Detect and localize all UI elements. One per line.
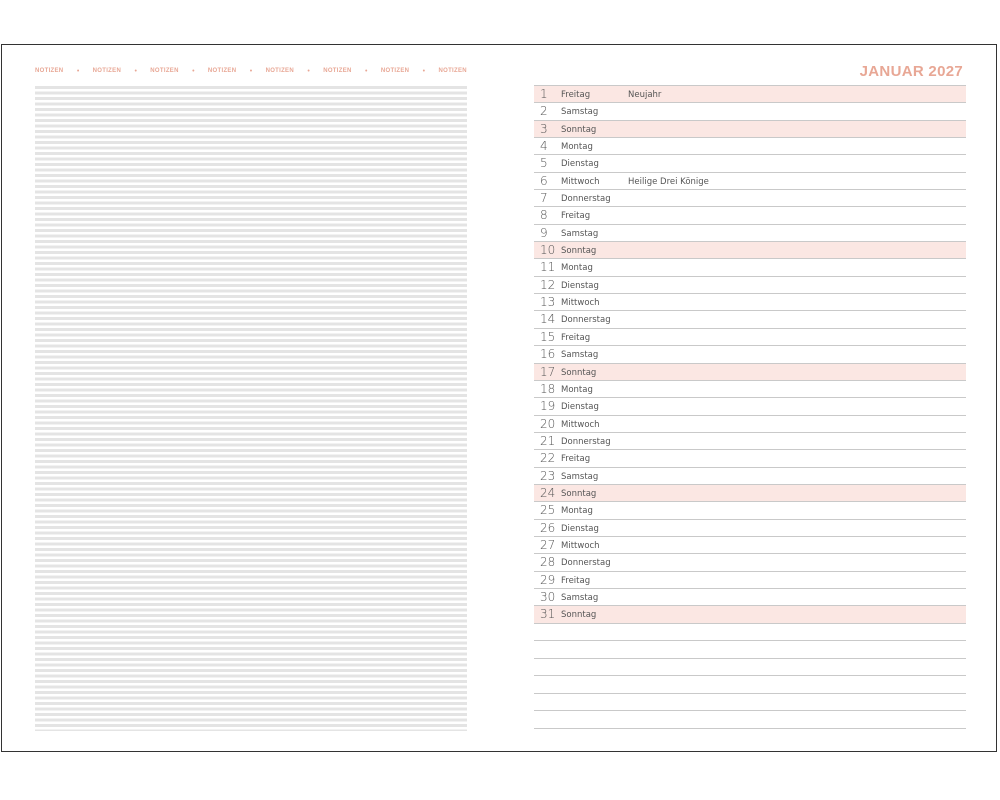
notes-separator-dot: • bbox=[365, 67, 368, 75]
weekday-name: Montag bbox=[561, 384, 593, 395]
day-number: 11 bbox=[540, 260, 556, 275]
day-list bbox=[534, 85, 966, 729]
day-row[interactable] bbox=[534, 225, 966, 242]
day-number: 18 bbox=[540, 381, 556, 396]
day-number: 8 bbox=[540, 208, 548, 223]
day-number: 22 bbox=[540, 451, 556, 466]
blank-ruled-line[interactable] bbox=[534, 659, 966, 677]
weekday-name: Mittwoch bbox=[561, 298, 600, 309]
notes-separator-dot: • bbox=[134, 67, 137, 75]
day-row[interactable] bbox=[534, 364, 966, 381]
blank-ruled-line[interactable] bbox=[534, 711, 966, 729]
day-row[interactable] bbox=[534, 242, 966, 259]
day-number: 26 bbox=[540, 520, 556, 535]
day-number: 2 bbox=[540, 104, 548, 119]
notes-separator-dot: • bbox=[249, 67, 253, 75]
day-row[interactable] bbox=[534, 416, 966, 433]
weekday-name: Samstag bbox=[561, 107, 599, 118]
day-number: 20 bbox=[540, 416, 556, 431]
weekday-name: Freitag bbox=[561, 211, 591, 222]
day-number: 6 bbox=[540, 173, 548, 188]
day-number: 3 bbox=[540, 121, 548, 136]
day-row[interactable] bbox=[534, 572, 966, 589]
notes-label: NOTIZEN bbox=[92, 68, 122, 74]
notes-separator-dot: • bbox=[76, 67, 80, 75]
day-number: 13 bbox=[540, 295, 556, 310]
month-title: JANUAR 2027 bbox=[859, 63, 963, 80]
day-row[interactable] bbox=[534, 606, 966, 623]
day-row[interactable] bbox=[534, 381, 966, 398]
day-row[interactable] bbox=[534, 190, 966, 207]
weekday-name: Sonntag bbox=[561, 610, 597, 621]
notes-label: NOTIZEN bbox=[150, 68, 179, 74]
day-row[interactable] bbox=[534, 450, 966, 467]
day-number: 31 bbox=[540, 607, 556, 622]
day-number: 4 bbox=[540, 139, 548, 154]
weekday-name: Donnerstag bbox=[561, 436, 611, 447]
day-number: 29 bbox=[540, 572, 556, 587]
weekday-name: Dienstag bbox=[561, 280, 599, 291]
day-row[interactable] bbox=[534, 121, 966, 138]
day-row[interactable] bbox=[534, 311, 966, 328]
day-number: 27 bbox=[540, 537, 556, 552]
holiday-label: Heilige Drei Könige bbox=[628, 176, 709, 187]
weekday-name: Sonntag bbox=[561, 367, 597, 378]
weekday-name: Sonntag bbox=[561, 246, 597, 257]
weekday-name: Freitag bbox=[561, 90, 591, 100]
day-row[interactable] bbox=[534, 346, 966, 363]
weekday-name: Freitag bbox=[561, 454, 591, 465]
weekday-name: Samstag bbox=[561, 592, 599, 603]
blank-ruled-line[interactable] bbox=[534, 676, 966, 694]
weekday-name: Donnerstag bbox=[561, 194, 611, 205]
day-row[interactable] bbox=[534, 589, 966, 606]
day-number: 16 bbox=[540, 347, 556, 362]
day-number: 14 bbox=[540, 312, 556, 327]
day-row[interactable] bbox=[534, 520, 966, 537]
day-row[interactable] bbox=[534, 103, 966, 120]
weekday-name: Montag bbox=[561, 263, 593, 274]
notes-label: NOTIZEN bbox=[323, 68, 352, 74]
day-row[interactable] bbox=[534, 294, 966, 311]
notes-label: NOTIZEN bbox=[380, 68, 410, 74]
notes-header bbox=[35, 65, 467, 77]
day-row[interactable] bbox=[534, 554, 966, 571]
weekday-name: Freitag bbox=[561, 575, 591, 586]
blank-ruled-line[interactable] bbox=[534, 624, 966, 642]
day-number: 24 bbox=[540, 485, 556, 500]
day-row[interactable] bbox=[534, 485, 966, 502]
weekday-name: Sonntag bbox=[561, 124, 597, 135]
day-row[interactable] bbox=[534, 398, 966, 415]
day-number: 9 bbox=[540, 225, 548, 240]
notes-label: NOTIZEN bbox=[265, 68, 294, 74]
day-row[interactable] bbox=[534, 433, 966, 450]
notes-label: NOTIZEN bbox=[35, 68, 64, 74]
day-row[interactable] bbox=[534, 138, 966, 155]
notes-lined-area[interactable] bbox=[35, 86, 467, 731]
weekday-name: Mittwoch bbox=[561, 419, 600, 430]
day-row[interactable] bbox=[534, 207, 966, 224]
notes-label: NOTIZEN bbox=[438, 68, 467, 74]
day-row[interactable] bbox=[534, 173, 966, 190]
notes-label: NOTIZEN bbox=[207, 68, 237, 74]
weekday-name: Samstag bbox=[561, 471, 599, 482]
weekday-name: Dienstag bbox=[561, 523, 599, 534]
weekday-name: Mittwoch bbox=[561, 176, 600, 187]
blank-ruled-line[interactable] bbox=[534, 694, 966, 712]
day-number: 23 bbox=[540, 468, 556, 483]
day-row[interactable] bbox=[534, 259, 966, 276]
holiday-label: Neujahr bbox=[628, 90, 662, 100]
day-number: 5 bbox=[540, 156, 548, 171]
day-number: 21 bbox=[540, 433, 556, 448]
day-row[interactable] bbox=[534, 537, 966, 554]
day-number: 19 bbox=[540, 399, 556, 414]
notes-separator-dot: • bbox=[422, 67, 426, 75]
weekday-name: Samstag bbox=[561, 350, 599, 361]
day-number: 28 bbox=[540, 555, 556, 570]
day-row[interactable] bbox=[534, 277, 966, 294]
weekday-name: Dienstag bbox=[561, 159, 599, 170]
weekday-name: Montag bbox=[561, 142, 593, 153]
notes-separator-dot: • bbox=[192, 67, 195, 75]
day-number: 25 bbox=[540, 503, 556, 518]
weekday-name: Dienstag bbox=[561, 402, 599, 413]
day-number: 7 bbox=[540, 191, 548, 206]
day-row[interactable] bbox=[534, 329, 966, 346]
day-number: 12 bbox=[540, 277, 556, 292]
day-number: 1 bbox=[540, 87, 548, 101]
day-number: 17 bbox=[540, 364, 556, 379]
weekday-name: Sonntag bbox=[561, 488, 597, 499]
day-row[interactable] bbox=[534, 502, 966, 519]
notes-separator-dot: • bbox=[307, 67, 310, 75]
weekday-name: Freitag bbox=[561, 332, 591, 343]
day-row[interactable] bbox=[534, 155, 966, 172]
day-number: 10 bbox=[540, 243, 556, 258]
weekday-name: Montag bbox=[561, 506, 593, 517]
weekday-name: Donnerstag bbox=[561, 315, 611, 326]
weekday-name: Donnerstag bbox=[561, 558, 611, 569]
weekday-name: Samstag bbox=[561, 228, 599, 239]
weekday-name: Mittwoch bbox=[561, 540, 600, 551]
day-row[interactable] bbox=[534, 468, 966, 485]
planner-spread bbox=[1, 44, 997, 752]
day-number: 30 bbox=[540, 589, 556, 604]
day-number: 15 bbox=[540, 329, 556, 344]
blank-ruled-line[interactable] bbox=[534, 641, 966, 659]
day-row[interactable] bbox=[534, 85, 966, 103]
